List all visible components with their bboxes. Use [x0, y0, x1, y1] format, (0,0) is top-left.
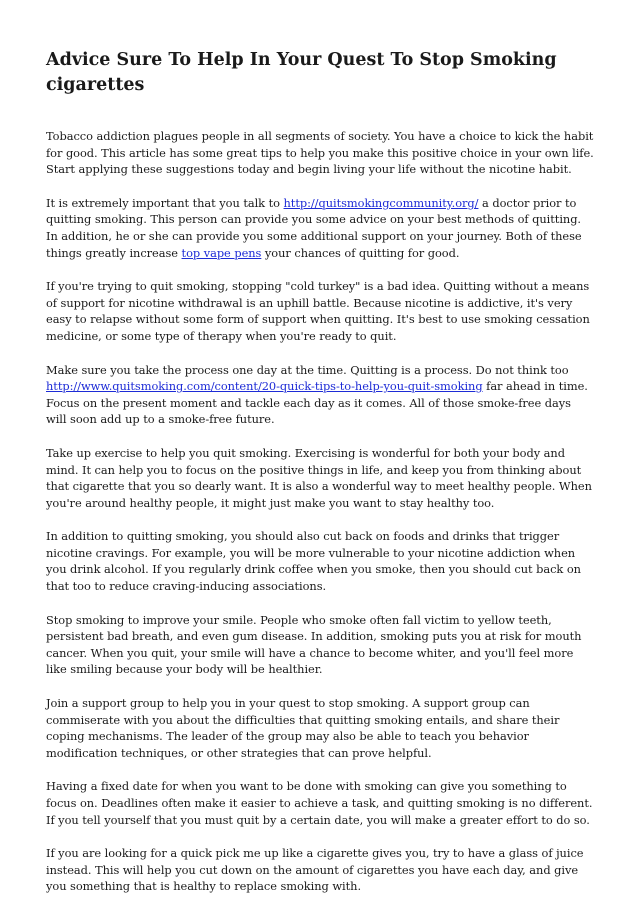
paragraph-intro: Tobacco addiction plagues people in all segments of society. You have a choice to kick the habit for good. This article has some great tips to help you make this positive choice in your own life. Start applying these suggestions today and begin living your life without the nicotine habit.: [46, 129, 594, 177]
paragraph-doctor-text-3: your chances of quitting for good.: [261, 245, 460, 260]
quitsmokingcommunity-link[interactable]: http://quitsmokingcommunity.org/: [283, 195, 479, 210]
document-page: [46, 48, 594, 912]
article-title: Advice Sure To Help In Your Quest To Stop Smoking cigarettes: [46, 50, 557, 95]
paragraph-support-group: Join a support group to help you in your quest to stop smoking. A support group can commiserate with you about the difficulties that quitting smoking entails, and share their coping mechanisms. The leader of the group may also be able to teach you behavior modification techniques, or other strategies that can prove helpful.: [46, 696, 560, 760]
paragraph-doctor: [46, 195, 594, 261]
paragraph-juice: If you are looking for a quick pick me up like a cigarette gives you, try to have a glass of juice instead. This will help you cut down on the amount of cigarettes you have each day, and give you something that is healthy to replace smoking with.: [46, 846, 584, 894]
paragraph-doctor-text-1: It is extremely important that you talk to: [46, 195, 284, 210]
paragraph-one-day: [46, 362, 594, 428]
quitsmoking-tips-link[interactable]: http://www.quitsmoking.com/content/20-quick-tips-to-help-you-quit-smoking: [46, 379, 483, 394]
paragraph-fixed-date: Having a fixed date for when you want to be done with smoking can give you something to focus on. Deadlines often make it easier to achieve a task, and quitting smoking is no different. If you tell yourself that you must quit by a certain date, you will make a greater effort to do so.: [46, 779, 593, 827]
paragraph-doctor-text-2: a doctor prior to quitting smoking. This person can provide you some advice on your best methods of quitting. In addition, he or she can provide you some additional support on your journey. Both of these things greatly increase: [46, 195, 582, 260]
paragraph-cravings: In addition to quitting smoking, you should also cut back on foods and drinks that trigger nicotine cravings. For example, you will be more vulnerable to your nicotine addiction when you drink alcohol. If you regularly drink coffee when you smoke, then you should cut back on that too to reduce craving-inducing associations.: [46, 529, 581, 594]
paragraph-exercise: Take up exercise to help you quit smoking. Exercising is wonderful for both your body and mind. It can help you to focus on the positive things in life, and keep you from thinking about that cigarette that you so dearly want. It is also a wonderful way to meet healthy people. When you're around healthy people, it might just make you want to stay healthy too.: [46, 445, 592, 510]
top-vape-pens-link[interactable]: top vape pens: [181, 245, 262, 260]
paragraph-smile: Stop smoking to improve your smile. People who smoke often fall victim to yellow teeth, persistent bad breath, and even gum disease. In addition, smoking puts you at risk for mouth cancer. When you quit, your smile will have a chance to become whiter, and you'll feel more like smiling because your body will be healthier.: [46, 612, 582, 677]
paragraph-cold-turkey: If you're trying to quit smoking, stopping "cold turkey" is a bad idea. Quitting without a means of support for nicotine withdrawal is an uphill battle. Because nicotine is addictive, it's very easy to relapse without some form of support when quitting. It's best to use smoking cessation medicine, or some type of therapy when you're ready to quit.: [46, 279, 590, 343]
paragraph-one-day-text-2: far ahead in time. Focus on the present moment and tackle each day as it comes. All of those smoke-free days will soon add up to a smoke-free future.: [46, 379, 588, 427]
paragraph-one-day-text-1: Make sure you take the process one day at the time. Quitting is a process. Do not think too: [46, 362, 569, 377]
